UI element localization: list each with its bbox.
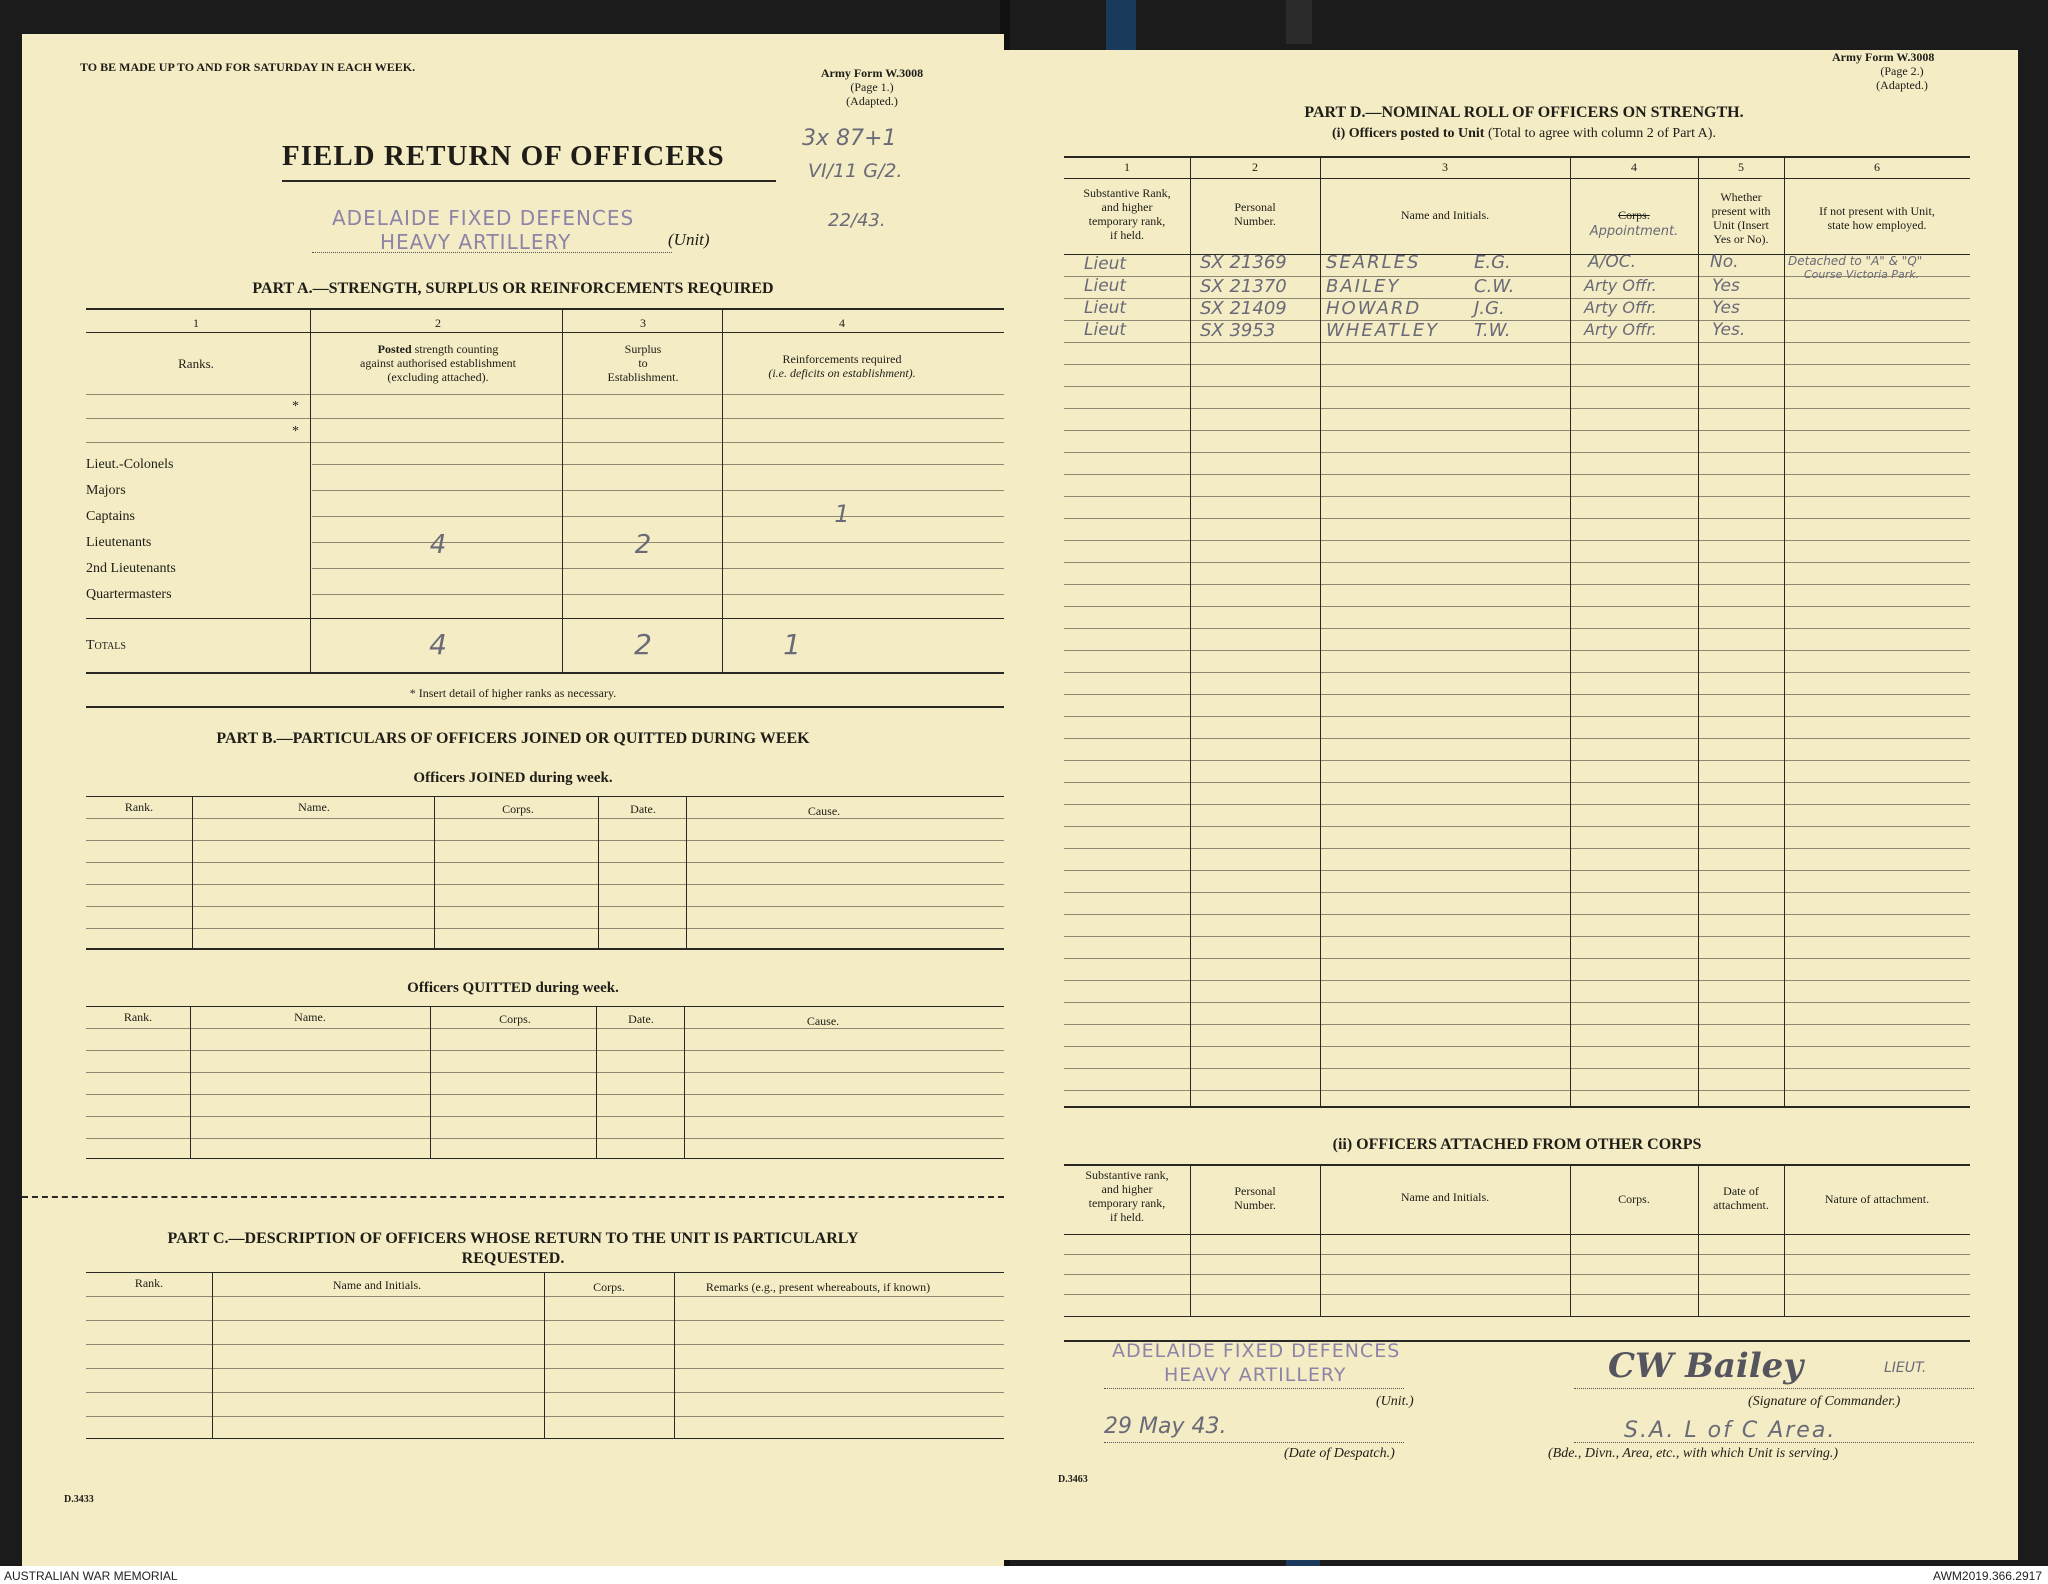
ruled-line [1064, 980, 1970, 981]
ruled-line [1064, 408, 1970, 409]
lieutenants-posted: 4 [429, 530, 447, 560]
column-number: 3 [1442, 160, 1448, 174]
employment-cell: Detached to "A" & "Q" [1788, 254, 1923, 268]
column-number: 6 [1874, 160, 1880, 174]
ruled-line [1064, 452, 1970, 453]
binding-strap [1286, 0, 1312, 44]
column-number: 5 [1738, 160, 1744, 174]
ruled-line [1064, 1090, 1970, 1091]
ruled-line [1064, 430, 1970, 431]
perforation-line [22, 1196, 1004, 1198]
column-header: Rank. [124, 800, 154, 814]
column-header-struck: Corps. [1618, 208, 1650, 222]
part-d-subtitle: (i) Officers posted to Unit (Total to agree with column 2 of Part A). [1332, 126, 1716, 141]
part-a-footnote: * Insert detail of higher ranks as necessary. [409, 686, 617, 700]
ruled-line [1064, 760, 1970, 761]
star-marker: * [292, 399, 299, 414]
ruled-line [1064, 540, 1970, 541]
ruled-line [1064, 562, 1970, 563]
totals-label: Totals [86, 638, 126, 653]
signature-rank: LIEUT. [1884, 1360, 1927, 1376]
appointment-cell: Arty Offr. [1584, 320, 1657, 339]
ruled-line [1064, 628, 1970, 629]
column-header: Rank. [134, 1276, 164, 1290]
form-number: Army Form W.3008 [1832, 50, 1935, 64]
personal-number-cell: SX 21370 [1200, 276, 1287, 297]
column-header: Name and Initials. [1400, 1190, 1490, 1204]
archive-footer [0, 1566, 2048, 1584]
top-note: TO BE MADE UP TO AND FOR SATURDAY IN EACH WEEK. [80, 60, 416, 74]
handwritten-reference: 3x 87+1 [802, 126, 897, 151]
ruled-line [1064, 672, 1970, 673]
name-cell: BAILEY [1326, 276, 1401, 297]
present-cell: Yes. [1712, 320, 1746, 340]
part-c-title: REQUESTED. [461, 1250, 565, 1267]
column-header: Ranks. [178, 356, 214, 371]
ruled-line [1064, 914, 1970, 915]
rank-label: 2nd Lieutenants [86, 561, 176, 576]
column-header: Date of attachment. [1713, 1184, 1769, 1212]
column-header: Name and Initials. [332, 1278, 422, 1292]
form-page-2 [1004, 50, 2018, 1560]
column-header: Cause. [806, 1014, 840, 1028]
ruled-line [1064, 518, 1970, 519]
title-underline [282, 180, 776, 182]
captains-reinforcements: 1 [834, 500, 850, 528]
column-header: Remarks (e.g., present whereabouts, if known) [705, 1280, 931, 1294]
ruled-line [1064, 738, 1970, 739]
personal-number-cell: SX 21409 [1200, 298, 1287, 319]
column-header: Corps. [502, 802, 534, 816]
joined-title: Officers JOINED during week. [413, 770, 613, 786]
rank-cell: Lieut [1084, 320, 1127, 340]
rank-cell: Lieut [1084, 298, 1127, 318]
part-a-title: PART A.—STRENGTH, SURPLUS OR REINFORCEMENTS REQUIRED [252, 280, 774, 297]
form-code: D.3433 [64, 1494, 94, 1505]
column-header: Date. [630, 802, 656, 816]
form-title: FIELD RETURN OF OFFICERS [282, 140, 725, 172]
rank-label: Quartermasters [86, 587, 172, 602]
part-c-title: PART C.—DESCRIPTION OF OFFICERS WHOSE RETURN TO THE UNIT IS PARTICULARLY [167, 1230, 859, 1247]
initials-cell: C.W. [1474, 276, 1515, 297]
column-header: Date. [628, 1012, 654, 1026]
rank-cell: Lieut [1084, 254, 1127, 274]
ruled-line [1064, 848, 1970, 849]
part-d-title: PART D.—NOMINAL ROLL OF OFFICERS ON STRENGTH. [1304, 104, 1744, 121]
column-header: Surplus to Establishment. [607, 342, 679, 384]
handwritten-reference: 22/43. [828, 210, 886, 231]
unit-stamp: HEAVY ARTILLERY [1164, 1364, 1347, 1386]
page-label: (Page 2.) [1880, 64, 1924, 78]
adapted-label: (Adapted.) [1876, 78, 1928, 92]
rank-label: Captains [86, 509, 135, 524]
unit-stamp: HEAVY ARTILLERY [380, 230, 572, 254]
ruled-line [1064, 1024, 1970, 1025]
ruled-line [1064, 1068, 1970, 1069]
archive-name: AUSTRALIAN WAR MEMORIAL [4, 1569, 178, 1583]
star-marker: * [292, 424, 299, 439]
form-code: D.3463 [1058, 1474, 1088, 1485]
appointment-cell: Arty Offr. [1584, 276, 1657, 295]
unit-dotted-line [312, 252, 672, 253]
area-serving: S.A. L of C Area. [1624, 1418, 1837, 1443]
column-header: Posted strength counting against authorised establishment (excluding attached). [360, 342, 516, 384]
page-label: (Page 1.) [850, 80, 894, 94]
form-number: Army Form W.3008 [820, 66, 924, 80]
ruled-line [1064, 1002, 1970, 1003]
total-reinforcements: 1 [783, 628, 801, 661]
column-header: Personal Number. [1234, 1184, 1276, 1212]
column-header: Name. [298, 800, 330, 814]
handwritten-reference: VI/11 G/2. [808, 160, 903, 182]
column-number: 2 [1252, 160, 1258, 174]
column-header: Rank. [123, 1010, 153, 1024]
personal-number-cell: SX 3953 [1200, 320, 1276, 341]
ruled-line [1064, 650, 1970, 651]
rank-label: Lieut.-Colonels [86, 457, 174, 472]
rank-label: Majors [86, 483, 126, 498]
attached-title: (ii) OFFICERS ATTACHED FROM OTHER CORPS [1332, 1136, 1702, 1153]
appointment-cell: Arty Offr. [1584, 298, 1657, 317]
date-label: (Date of Despatch.) [1284, 1446, 1395, 1461]
column-header-handwritten: Appointment. [1589, 224, 1679, 239]
column-number: 4 [1631, 160, 1637, 174]
column-header: Whether present with Unit (Insert Yes or No). [1711, 190, 1771, 246]
ruled-line [1064, 892, 1970, 893]
signature-label: (Signature of Commander.) [1748, 1394, 1901, 1409]
initials-cell: J.G. [1474, 298, 1505, 319]
column-header: Name and Initials. [1400, 208, 1490, 222]
name-cell: SEARLES [1326, 252, 1421, 273]
commander-signature: CW Bailey [1608, 1346, 1804, 1386]
unit-label: (Unit.) [1376, 1394, 1414, 1409]
part-b-title: PART B.—PARTICULARS OF OFFICERS JOINED OR QUITTED DURING WEEK [216, 730, 810, 747]
initials-cell: T.W. [1474, 320, 1511, 341]
binding-strap [1106, 0, 1136, 52]
lieutenants-surplus: 2 [634, 530, 652, 560]
column-header: Cause. [807, 804, 841, 818]
column-number: 3 [640, 316, 646, 330]
column-number: 2 [435, 316, 441, 330]
ruled-line [1064, 364, 1970, 365]
total-posted: 4 [429, 628, 447, 661]
column-header: Reinforcements required (i.e. deficits on establishment). [768, 352, 916, 380]
column-number: 4 [839, 316, 845, 330]
name-cell: HOWARD [1326, 298, 1422, 319]
column-header: Name. [294, 1010, 326, 1024]
ruled-line [1064, 826, 1970, 827]
ruled-line [1064, 870, 1970, 871]
present-cell: Yes [1712, 298, 1740, 318]
column-number: 1 [1124, 160, 1130, 174]
initials-cell: E.G. [1474, 252, 1511, 273]
column-header: Corps. [593, 1280, 625, 1294]
ruled-line [1064, 936, 1970, 937]
form-page-1 [22, 34, 1004, 1574]
area-label: (Bde., Divn., Area, etc., with which Unit is serving.) [1548, 1446, 1839, 1461]
column-header: Nature of attachment. [1824, 1192, 1930, 1206]
present-cell: Yes [1712, 276, 1740, 296]
column-header: Personal Number. [1234, 200, 1276, 228]
personal-number-cell: SX 21369 [1200, 252, 1287, 273]
ruled-line [1064, 342, 1970, 343]
ruled-line [1064, 474, 1970, 475]
ruled-line [1064, 958, 1970, 959]
name-cell: WHEATLEY [1326, 320, 1440, 341]
quitted-title: Officers QUITTED during week. [407, 980, 619, 996]
rank-label: Lieutenants [86, 535, 152, 550]
ruled-line [1064, 386, 1970, 387]
adapted-label: (Adapted.) [846, 94, 898, 108]
total-surplus: 2 [634, 628, 652, 661]
ruled-line [1064, 782, 1970, 783]
despatch-date: 29 May 43. [1104, 1414, 1227, 1439]
ruled-line [1064, 804, 1970, 805]
appointment-cell: A/OC. [1588, 252, 1637, 272]
column-header: Corps. [499, 1012, 531, 1026]
present-cell: No. [1710, 252, 1739, 272]
unit-stamp: ADELAIDE FIXED DEFENCES [332, 206, 635, 230]
ruled-line [1064, 1046, 1970, 1047]
column-header: Substantive rank, and higher temporary rank, if held. [1085, 1168, 1169, 1224]
unit-label: (Unit) [668, 230, 710, 249]
archive-reference: AWM2019.366.2917 [1933, 1569, 2042, 1583]
column-header: If not present with Unit, state how employed. [1819, 204, 1935, 232]
unit-stamp: ADELAIDE FIXED DEFENCES [1112, 1340, 1401, 1362]
ruled-line [1064, 496, 1970, 497]
rank-cell: Lieut [1084, 276, 1127, 296]
ruled-line [1064, 584, 1970, 585]
ruled-line [1064, 694, 1970, 695]
column-header: Substantive Rank, and higher temporary rank, if held. [1083, 186, 1171, 242]
ruled-line [1064, 716, 1970, 717]
column-header: Corps. [1618, 1192, 1650, 1206]
ruled-line [1064, 606, 1970, 607]
employment-cell: Course Victoria Park. [1804, 268, 1920, 281]
column-number: 1 [193, 316, 199, 330]
